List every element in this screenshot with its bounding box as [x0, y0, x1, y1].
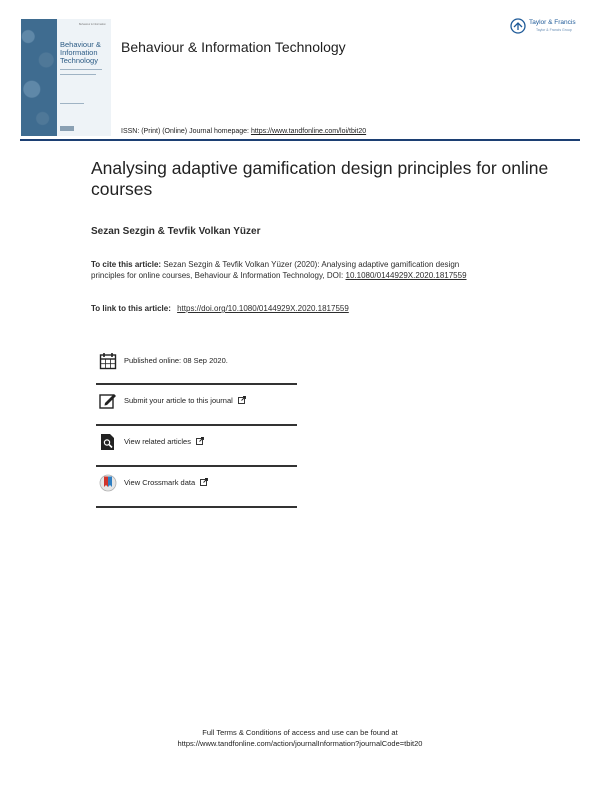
article-authors: Sezan Sezgin & Tevfik Volkan Yüzer: [91, 226, 261, 237]
issn-prefix: ISSN: (Print) (Online) Journal homepage:: [121, 128, 249, 135]
published-online-label: Published online: 08 Sep 2020.: [124, 356, 228, 365]
divider: [96, 383, 297, 385]
cover-title: Behaviour & Information Technology: [60, 40, 101, 65]
cite-doi-link[interactable]: 10.1080/0144929X.2020.1817559: [345, 270, 467, 280]
related-articles-row[interactable]: [96, 433, 297, 474]
published-online-row: [96, 352, 297, 393]
article-link-row: [91, 304, 349, 313]
publisher-logo-icon: [510, 18, 526, 34]
divider: [96, 465, 297, 467]
article-doi-link[interactable]: https://doi.org/10.1080/0144929X.2020.1817559: [177, 304, 349, 313]
related-articles-link[interactable]: View related articles: [124, 437, 204, 446]
cite-label: To cite this article:: [91, 260, 162, 269]
submit-article-link[interactable]: Submit your article to this journal: [124, 396, 246, 405]
footer: [0, 727, 600, 749]
cover-panel: [57, 19, 111, 136]
crossmark-link[interactable]: View Crossmark data: [124, 478, 208, 487]
calendar-icon: [99, 352, 117, 370]
publisher-logo[interactable]: [510, 17, 580, 37]
divider: [96, 506, 297, 508]
issn-line: [121, 128, 366, 135]
crossmark-row[interactable]: [96, 474, 297, 515]
external-link-icon: [200, 478, 208, 486]
cover-line: [60, 69, 102, 70]
cover-line: [60, 103, 84, 104]
header-divider: [20, 139, 580, 141]
link-label: To link to this article:: [91, 304, 171, 313]
footer-terms-link[interactable]: https://www.tandfonline.com/action/journalInformation?journalCode=tbit20: [177, 739, 423, 748]
document-search-icon: [99, 433, 117, 451]
cover-pattern: [21, 19, 57, 136]
external-link-icon: [196, 437, 204, 445]
cover-line: [60, 74, 96, 75]
divider: [96, 424, 297, 426]
edit-icon: [99, 392, 117, 410]
cite-text: Sezan Sezgin & Tevfik Volkan Yüzer (2020): Analysing adaptive gamification design principles for online courses, Behaviour & Information Technology, DOI:: [91, 260, 460, 280]
journal-cover: [21, 19, 111, 136]
crossmark-icon: [99, 474, 117, 492]
publisher-sub: Taylor & Francis Group: [536, 28, 572, 32]
journal-homepage-link[interactable]: https://www.tandfonline.com/loi/tbit20: [250, 128, 367, 135]
cover-top-text: Behaviour & Information: [79, 23, 106, 26]
cover-publisher-logo: [60, 126, 74, 131]
submit-article-row[interactable]: [96, 392, 297, 433]
external-link-icon: [238, 396, 246, 404]
citation-block: [91, 260, 491, 281]
footer-terms: Full Terms & Conditions of access and use can be found at: [202, 728, 398, 737]
publisher-brand: Taylor & Francis: [529, 19, 576, 26]
article-title: Analysing adaptive gamification design principles for online courses: [91, 158, 549, 199]
journal-title[interactable]: Behaviour & Information Technology: [121, 39, 346, 55]
